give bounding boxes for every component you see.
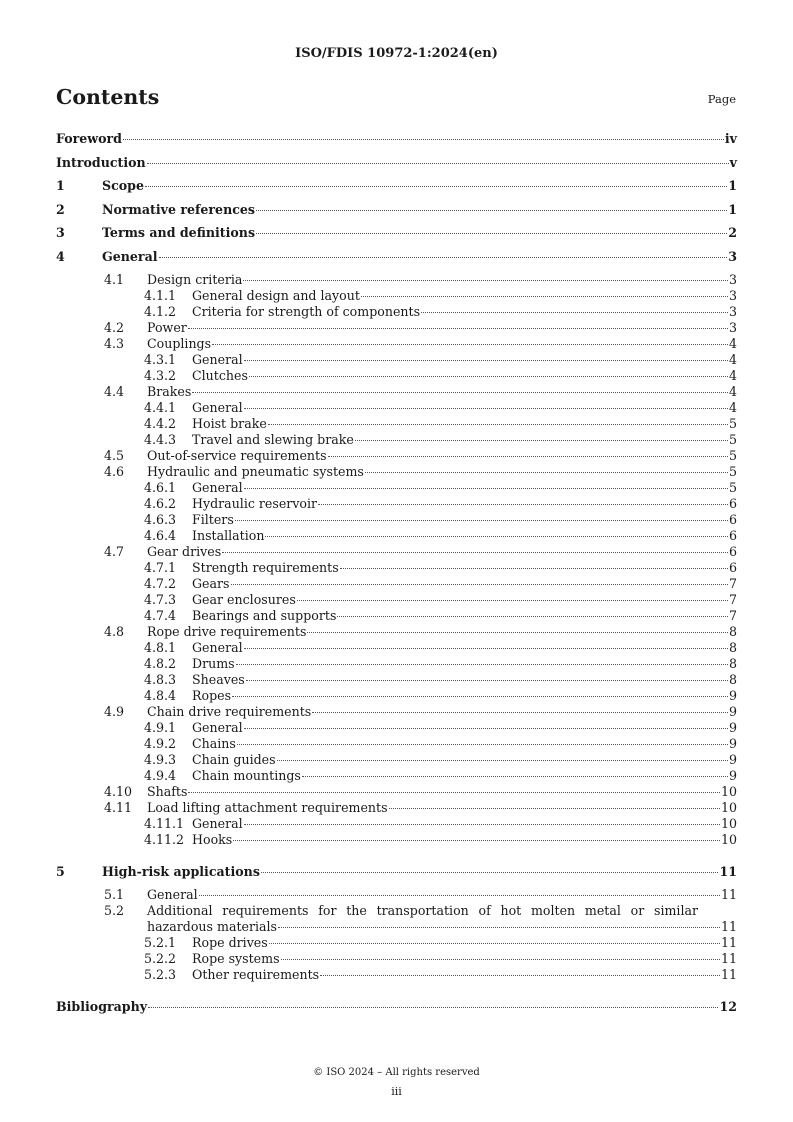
dot-leader	[265, 536, 728, 537]
toc-entry-number: 2	[56, 201, 65, 217]
toc-entry-page: 7	[728, 608, 737, 623]
toc-entry-label: General	[192, 816, 243, 831]
toc-entry-number: 4.7.3	[144, 592, 177, 607]
toc-entry-label: Gears	[192, 576, 230, 591]
toc-entry-number: 4.11	[104, 800, 133, 815]
dot-leader	[307, 632, 728, 633]
dot-leader	[244, 360, 728, 361]
dot-leader	[244, 488, 728, 489]
toc-entry-page: 9	[728, 688, 737, 703]
toc-entry[interactable]	[0, 832, 793, 848]
toc-entry-number: 4.10	[104, 784, 133, 799]
toc-entry-page: 4	[728, 368, 737, 383]
toc-entry[interactable]	[0, 608, 793, 624]
toc-entry-label: General	[102, 248, 158, 264]
toc-entry-number: 4.11.1	[144, 816, 185, 831]
toc-entry-label: Ropes	[192, 688, 232, 703]
dot-leader	[249, 376, 728, 377]
toc-entry[interactable]	[0, 752, 793, 768]
toc-entry-number: 4.4.3	[144, 432, 177, 447]
toc-entry[interactable]	[0, 887, 793, 903]
toc-entry[interactable]	[0, 560, 793, 576]
dot-leader	[188, 792, 720, 793]
toc-entry-page: 3	[728, 248, 737, 264]
toc-entry-number: 4.7.2	[144, 576, 177, 591]
toc-entry-label: Chains	[192, 736, 236, 751]
footer-copyright: © ISO 2024 – All rights reserved	[313, 1067, 480, 1078]
dot-leader	[278, 927, 720, 928]
dot-leader	[237, 744, 728, 745]
toc-entry-number: 4.9.2	[144, 736, 177, 751]
toc-entry[interactable]	[0, 384, 793, 400]
footer-page-number: iii	[391, 1085, 402, 1098]
toc-entry-page: 1	[728, 178, 737, 193]
dot-leader	[421, 312, 728, 313]
toc-entry-label: Load lifting attachment requirements	[147, 800, 388, 815]
toc-entry-label: Hoist brake	[192, 416, 267, 431]
dot-leader	[256, 210, 727, 211]
toc-entry-label-line2: hazardous materials	[147, 919, 278, 934]
toc-entry-page: 11	[720, 935, 737, 950]
toc-entry-number: 5.2.3	[144, 967, 177, 982]
toc-entry-page: 10	[720, 784, 737, 799]
dot-leader	[320, 975, 720, 976]
toc-entry-page: 8	[728, 640, 737, 655]
toc-entry[interactable]	[0, 672, 793, 688]
toc-entry[interactable]	[0, 496, 793, 512]
dot-leader	[145, 186, 727, 187]
toc-entry-page: 11	[720, 951, 737, 966]
toc-entry-page: 10	[720, 832, 737, 847]
dot-leader	[318, 504, 728, 505]
toc-entry[interactable]	[0, 704, 793, 720]
dot-leader	[235, 520, 728, 521]
toc-entry[interactable]	[0, 432, 793, 448]
toc-entry-number: 4	[56, 248, 65, 264]
toc-entry-page: 4	[728, 400, 737, 415]
toc-entry-number: 4.3.1	[144, 352, 177, 367]
toc-entry[interactable]	[0, 816, 793, 832]
toc-entry-label: Out-of-service requirements	[147, 448, 327, 463]
toc-entry-number: 4.1	[104, 272, 125, 287]
toc-entry-page: 7	[728, 576, 737, 591]
toc-entry-label: Normative references	[102, 201, 256, 217]
toc-entry-page: 8	[728, 624, 737, 639]
toc-entry[interactable]	[0, 736, 793, 752]
toc-entry-page: 8	[728, 672, 737, 687]
toc-entry-label: General	[192, 720, 243, 735]
toc-entry[interactable]	[0, 999, 793, 1015]
toc-entry[interactable]	[0, 935, 793, 951]
toc-entry[interactable]	[0, 368, 793, 384]
toc-entry-number: 4.8.4	[144, 688, 177, 703]
toc-entry-label: Hydraulic and pneumatic systems	[147, 464, 364, 479]
toc-entry[interactable]	[0, 202, 793, 218]
toc-entry[interactable]	[0, 320, 793, 336]
toc-entry-label: General design and layout	[192, 288, 360, 303]
toc-entry-number: 4.3.2	[144, 368, 177, 383]
toc-entry[interactable]	[0, 272, 793, 288]
toc-entry[interactable]	[0, 249, 793, 265]
toc-entry-page: 10	[720, 816, 737, 831]
dot-leader	[281, 959, 720, 960]
toc-entry-page: 5	[728, 448, 737, 463]
toc-entry-number: 5.2	[104, 903, 125, 918]
toc-entry-label: Scope	[102, 178, 144, 193]
toc-entry-page: v	[729, 154, 737, 170]
dot-leader	[199, 895, 720, 896]
toc-entry-label: High-risk applications	[102, 863, 260, 879]
toc-entry[interactable]	[0, 800, 793, 816]
toc-entry[interactable]	[0, 688, 793, 704]
toc-entry-page: 11	[720, 967, 737, 982]
toc-entry-label: Drums	[192, 656, 235, 671]
toc-entry-page: 3	[728, 272, 737, 287]
page-column-label: Page	[707, 92, 736, 106]
toc-entry-page: 3	[728, 288, 737, 303]
toc-entry-number: 1	[56, 178, 65, 193]
toc-entry-page: 4	[728, 336, 737, 351]
dot-leader	[243, 280, 728, 281]
toc-entry-number: 4.1.2	[144, 304, 177, 319]
toc-entry-number: 4.6	[104, 464, 125, 479]
toc-entry-label: Chain drive requirements	[147, 704, 312, 719]
toc-entry[interactable]	[0, 528, 793, 544]
toc-entry-label: Bibliography	[56, 998, 148, 1014]
toc-entry-number: 5.1	[104, 887, 125, 902]
toc-entry-label: General	[192, 640, 243, 655]
toc-entry-page: 1	[728, 201, 737, 217]
toc-entry-label: Other requirements	[192, 967, 320, 982]
toc-entry-number: 4.4.1	[144, 400, 177, 415]
toc-entry-page: 5	[728, 416, 737, 431]
dot-leader	[148, 1007, 718, 1008]
toc-entry-label: General	[192, 352, 243, 367]
dot-leader	[232, 696, 728, 697]
toc-entry-number: 4.8.3	[144, 672, 177, 687]
toc-entry-page: 5	[728, 464, 737, 479]
toc-entry-number: 4.9	[104, 704, 125, 719]
toc-entry-label: Installation	[192, 528, 265, 543]
toc-entry[interactable]	[0, 544, 793, 560]
dot-leader	[340, 568, 728, 569]
dot-leader	[268, 424, 728, 425]
dot-leader	[389, 808, 720, 809]
toc-entry[interactable]	[0, 640, 793, 656]
toc-entry-label: Chain guides	[192, 752, 276, 767]
toc-entry[interactable]	[0, 352, 793, 368]
toc-entry[interactable]	[0, 178, 793, 194]
toc-entry-number: 4.4	[104, 384, 125, 399]
toc-entry-page: 12	[719, 998, 737, 1014]
toc-entry-number: 4.2	[104, 320, 125, 335]
toc-entry-label: Rope systems	[192, 951, 280, 966]
toc-entry-number: 4.6.4	[144, 528, 177, 543]
toc-entry-label: Brakes	[147, 384, 192, 399]
toc-entry-page: 6	[728, 512, 737, 527]
dot-leader	[256, 233, 727, 234]
toc-entry[interactable]	[0, 416, 793, 432]
toc-entry[interactable]	[0, 400, 793, 416]
dot-leader	[212, 344, 728, 345]
dot-leader	[361, 296, 728, 297]
toc-entry-page: 4	[728, 352, 737, 367]
toc-entry-page: 9	[728, 752, 737, 767]
toc-entry[interactable]	[0, 951, 793, 967]
toc-entry-page: 2	[728, 225, 737, 240]
toc-entry[interactable]	[0, 480, 793, 496]
toc-entry-page: 6	[728, 528, 737, 543]
toc-entry[interactable]	[0, 656, 793, 672]
dot-leader	[246, 680, 728, 681]
toc-entry-number: 4.7.1	[144, 560, 177, 575]
toc-entry-label: General	[147, 887, 198, 902]
toc-entry-page: 3	[728, 320, 737, 335]
toc-entry-label: Bearings and supports	[192, 608, 337, 623]
toc-entry-label: Foreword	[56, 131, 122, 146]
toc-entry-label: Introduction	[56, 154, 146, 170]
dot-leader	[236, 664, 728, 665]
toc-entry[interactable]	[0, 155, 793, 171]
dot-leader	[302, 776, 728, 777]
toc-entry-number: 4.9.3	[144, 752, 177, 767]
toc-entry-page: 9	[728, 704, 737, 719]
toc-entry-number: 4.7	[104, 544, 125, 559]
dot-leader	[328, 456, 728, 457]
toc-entry-number: 4.9.1	[144, 720, 177, 735]
toc-entry-number: 5.2.2	[144, 951, 177, 966]
dot-leader	[233, 840, 720, 841]
toc-entry-label: Sheaves	[192, 672, 245, 687]
toc-entry-page: 11	[719, 863, 737, 879]
toc-entry-number: 4.9.4	[144, 768, 177, 783]
document-header: ISO/FDIS 10972-1:2024(en)	[295, 46, 498, 61]
toc-entry-page: 11	[720, 919, 737, 934]
toc-entry-label: Chain mountings	[192, 768, 301, 783]
toc-entry-label: Gear enclosures	[192, 592, 296, 607]
toc-entry[interactable]	[0, 304, 793, 320]
toc-entry[interactable]	[0, 576, 793, 592]
toc-entry-label: General	[192, 480, 243, 495]
toc-entry-label: Filters	[192, 512, 234, 527]
toc-entry[interactable]	[0, 903, 793, 934]
toc-entry-label: Criteria for strength of components	[192, 304, 421, 319]
toc-entry-label: Design criteria	[147, 272, 243, 287]
toc-entry-label: Strength requirements	[192, 560, 339, 575]
toc-entry-number: 4.4.2	[144, 416, 177, 431]
dot-leader	[244, 648, 728, 649]
toc-entry[interactable]	[0, 768, 793, 784]
toc-entry-label: Hooks	[192, 832, 233, 847]
toc-entry[interactable]	[0, 967, 793, 983]
toc-entry-page: 5	[728, 480, 737, 495]
toc-entry-label: Terms and definitions	[102, 225, 256, 240]
toc-entry-number: 3	[56, 225, 65, 240]
toc-entry-page: iv	[724, 131, 737, 146]
toc-entry[interactable]	[0, 592, 793, 608]
dot-leader	[297, 600, 728, 601]
toc-entry-number: 4.11.2	[144, 832, 185, 847]
dot-leader	[355, 440, 728, 441]
toc-entry-number: 4.6.2	[144, 496, 177, 511]
toc-entry[interactable]	[0, 131, 793, 147]
toc-entry[interactable]	[0, 464, 793, 480]
toc-entry-number: 4.8.2	[144, 656, 177, 671]
dot-leader	[244, 824, 720, 825]
toc-entry-page: 9	[728, 768, 737, 783]
toc-entry-label: Travel and slewing brake	[192, 432, 354, 447]
toc-entry[interactable]	[0, 336, 793, 352]
toc-entry-number: 4.3	[104, 336, 125, 351]
dot-leader	[261, 872, 719, 873]
toc-entry[interactable]	[0, 784, 793, 800]
toc-entry-page: 9	[728, 720, 737, 735]
toc-entry[interactable]	[0, 225, 793, 241]
dot-leader	[192, 392, 728, 393]
page-title: Contents	[56, 85, 160, 109]
toc-entry-label: Clutches	[192, 368, 248, 383]
toc-entry-label: Power	[147, 320, 187, 335]
toc-entry-label: Gear drives	[147, 544, 222, 559]
toc-entry[interactable]	[0, 448, 793, 464]
toc-entry[interactable]	[0, 864, 793, 880]
dot-leader	[244, 728, 728, 729]
toc-entry-page: 6	[728, 496, 737, 511]
dot-leader	[269, 943, 720, 944]
toc-entry-number: 4.8.1	[144, 640, 177, 655]
dot-leader	[159, 257, 728, 258]
toc-entry-page: 6	[728, 560, 737, 575]
toc-entry-label: Couplings	[147, 336, 212, 351]
toc-entry[interactable]	[0, 624, 793, 640]
toc-entry-label: General	[192, 400, 243, 415]
dot-leader	[231, 584, 728, 585]
toc-entry-number: 4.1.1	[144, 288, 177, 303]
toc-entry-label: Hydraulic reservoir	[192, 496, 318, 511]
toc-entry[interactable]	[0, 512, 793, 528]
toc-entry-page: 4	[728, 384, 737, 399]
dot-leader	[222, 552, 728, 553]
toc-entry[interactable]	[0, 720, 793, 736]
toc-entry-page: 10	[720, 800, 737, 815]
toc-entry-page: 9	[728, 736, 737, 751]
toc-entry-page: 6	[728, 544, 737, 559]
dot-leader	[147, 163, 729, 164]
toc-entry-page: 7	[728, 592, 737, 607]
dot-leader	[337, 616, 728, 617]
toc-entry-label: Rope drive requirements	[147, 624, 307, 639]
dot-leader	[365, 472, 728, 473]
toc-entry-number: 4.5	[104, 448, 125, 463]
toc-entry-label: Rope drives	[192, 935, 268, 950]
toc-entry[interactable]	[0, 288, 793, 304]
dot-leader	[188, 328, 728, 329]
toc-entry-label: Shafts	[147, 784, 188, 799]
toc-entry-number: 4.7.4	[144, 608, 177, 623]
dot-leader	[312, 712, 728, 713]
toc-entry-label-line1: Additional requirements for the transportation of hot molten metal or similar	[147, 903, 698, 918]
toc-entry-page: 8	[728, 656, 737, 671]
toc-entry-number: 5.2.1	[144, 935, 177, 950]
dot-leader	[123, 139, 724, 140]
toc-entry-number: 4.6.1	[144, 480, 177, 495]
toc-entry-page: 3	[728, 304, 737, 319]
dot-leader	[277, 760, 728, 761]
toc-entry-number: 4.6.3	[144, 512, 177, 527]
toc-entry-page: 5	[728, 432, 737, 447]
toc-entry-page: 11	[720, 887, 737, 902]
dot-leader	[244, 408, 728, 409]
toc-entry-number: 5	[56, 863, 65, 879]
toc-entry-number: 4.8	[104, 624, 125, 639]
